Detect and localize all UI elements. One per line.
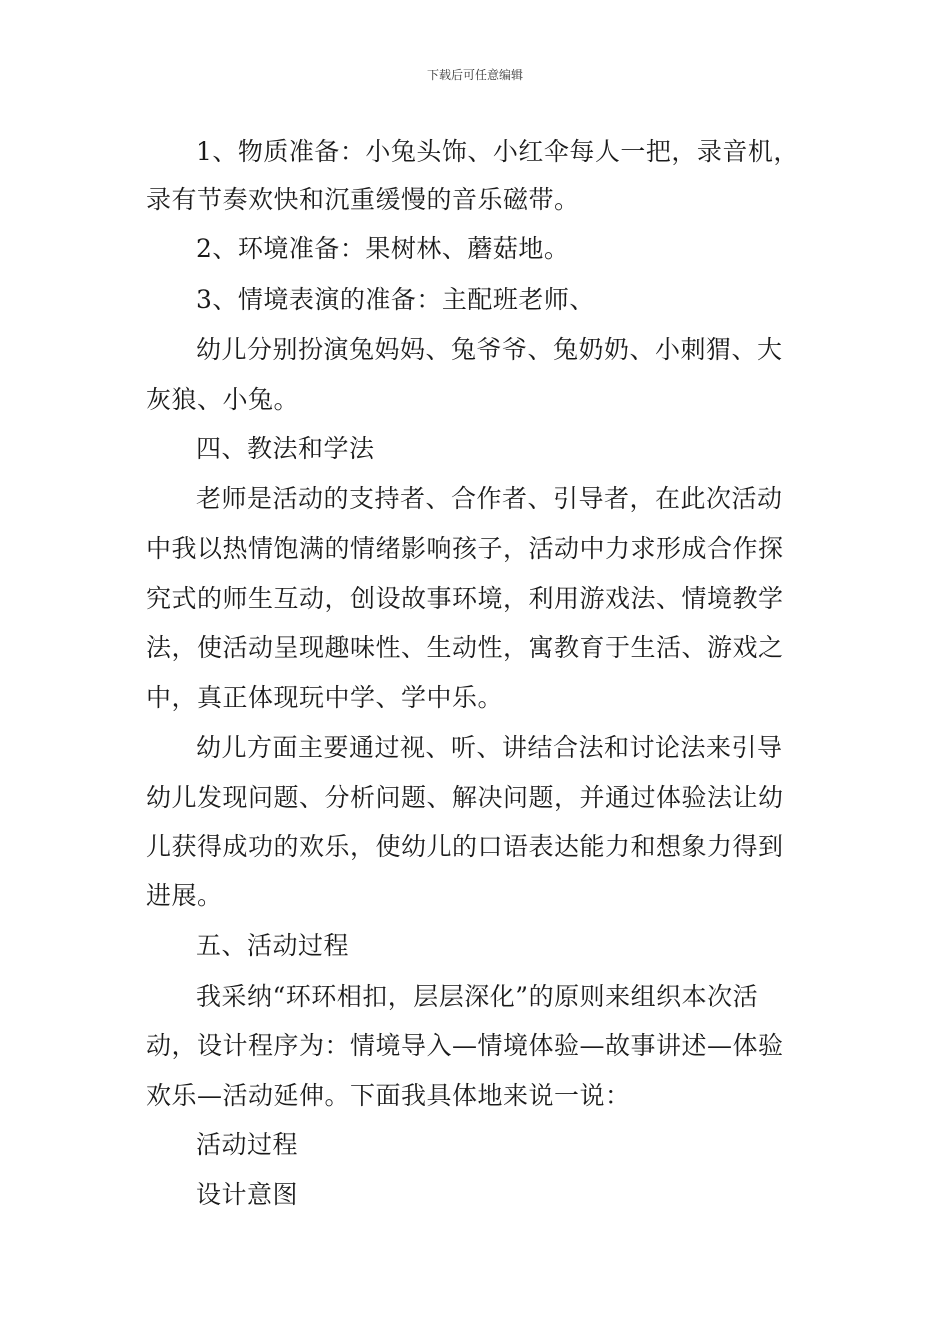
text-line: 灰狼、小兔。 (146, 385, 300, 414)
text-line: 录有节奏欢快和沉重缓慢的音乐磁带。 (146, 185, 580, 214)
text-line: 幼儿分别扮演兔妈妈、兔爷爷、兔奶奶、小刺猬、大 (196, 335, 783, 364)
text-line: 幼儿方面主要通过视、听、讲结合法和讨论法来引导 (196, 733, 783, 762)
text-line: 法，使活动呈现趣味性、生动性，寓教育于生活、游戏之 (146, 633, 784, 662)
text-line: 幼儿发现问题、分析问题、解决问题，并通过体验法让幼 (146, 783, 784, 812)
text-line: 2、环境准备：果树林、蘑菇地。 (196, 234, 570, 263)
text-line: 设计意图 (196, 1180, 299, 1209)
text-line: 中，真正体现玩中学、学中乐。 (146, 683, 504, 712)
text-line: 老师是活动的支持者、合作者、引导者，在此次活动 (196, 484, 783, 513)
section-heading: 五、活动过程 (196, 931, 350, 960)
text-line: 活动过程 (196, 1130, 299, 1159)
text-line: 进展。 (146, 881, 223, 910)
text-line: 究式的师生互动，创设故事环境，利用游戏法、情境教学 (146, 584, 784, 613)
section-heading: 四、教法和学法 (196, 434, 375, 463)
text-line: 1、物质准备：小兔头饰、小红伞每人一把，录音机， (196, 137, 799, 166)
text-line: 欢乐—活动延伸。下面我具体地来说一说： (146, 1081, 631, 1110)
page-header: 下载后可任意编辑 (426, 68, 523, 82)
text-line: 儿获得成功的欢乐，使幼儿的口语表达能力和想象力得到 (146, 832, 784, 861)
text-line: 中我以热情饱满的情绪影响孩子，活动中力求形成合作探 (146, 534, 784, 563)
text-line: 我采纳“环环相扣，层层深化”的原则来组织本次活 (196, 982, 759, 1011)
text-line: 3、情境表演的准备：主配班老师、 (196, 285, 595, 314)
text-line: 动，设计程序为：情境导入—情境体验—故事讲述—体验 (146, 1031, 784, 1060)
